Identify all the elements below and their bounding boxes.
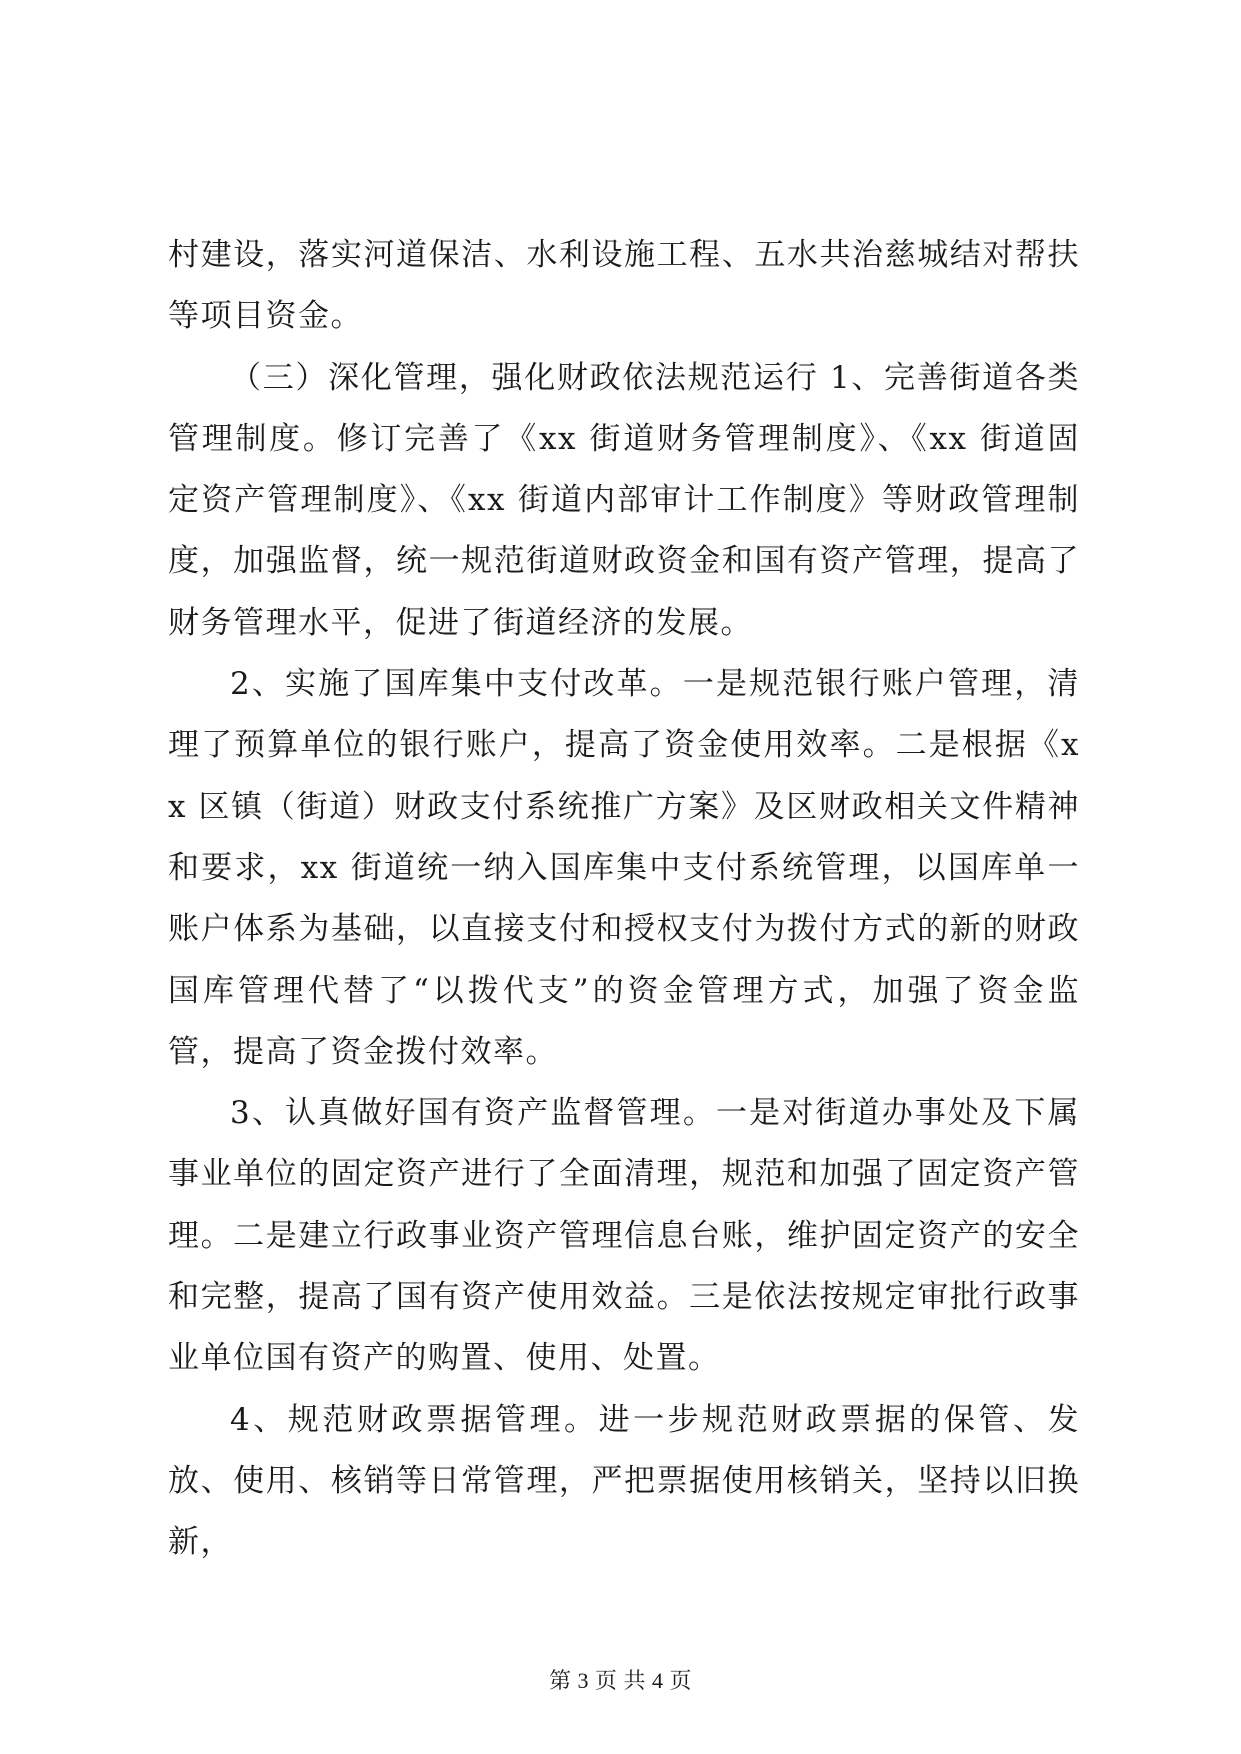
paragraph-continuation: 村建设，落实河道保洁、水利设施工程、五水共治慈城结对帮扶等项目资金。: [168, 237, 1080, 335]
paragraph-item-3: 3、认真做好国有资产监督管理。一是对街道办事处及下属事业单位的固定资产进行了全面清理，规范和加强了固定资产管理。二是建立行政事业资产管理信息台账，维护固定资产的安全和完整，提高了国有资产使用效益。三是依法按规定审批行政事业单位国有资产的购置、使用、处置。: [168, 1095, 1080, 1377]
paragraph-section-three: （三）深化管理，强化财政依法规范运行 1、完善街道各类管理制度。修订完善了《xx 街道财务管理制度》、《xx 街道固定资产管理制度》、《xx 街道内部审计工作制度》等财政管理制度，加强监督，统一规范街道财政资金和国有资产管理，提高了财务管理水平，促进了街道经济的发展。: [168, 359, 1080, 641]
page-number-footer: 第 3 页 共 4 页: [548, 1668, 692, 1693]
document-body: [168, 225, 1080, 1574]
paragraph-item-4: 4、规范财政票据管理。进一步规范财政票据的保管、发放、使用、核销等日常管理，严把票据使用核销关，坚持以旧换新，: [168, 1401, 1080, 1561]
paragraph-item-2: 2、实施了国库集中支付改革。一是规范银行账户管理，清理了预算单位的银行账户，提高了资金使用效率。二是根据《xx 区镇（街道）财政支付系统推广方案》及区财政相关文件精神和要求，xx 街道统一纳入国库集中支付系统管理，以国库单一账户体系为基础，以直接支付和授权支付为拨付方式的新的财政国库管理代替了“以拨代支”的资金管理方式，加强了资金监管，提高了资金拨付效率。: [168, 666, 1080, 1070]
